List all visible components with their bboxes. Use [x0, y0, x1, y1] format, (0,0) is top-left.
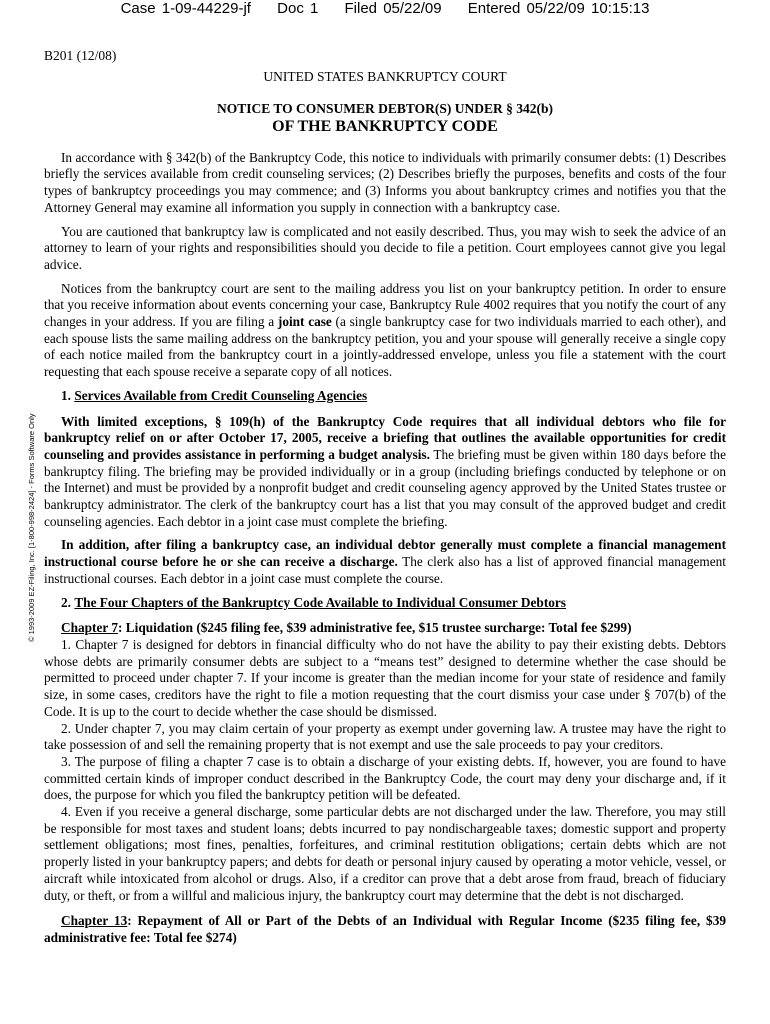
chapter-7-item-2: 2. Under chapter 7, you may claim certain of your property as exempt under governing law. A trustee may have the right to take possession of and sell the remaining property that is not exempt and use the sale proceeds to pay your creditors. [44, 720, 726, 753]
doc-number: Doc 1 [277, 0, 319, 17]
court-name: UNITED STATES BANKRUPTCY COURT [263, 69, 507, 84]
section-1-title: Services Available from Credit Counseling Agencies [74, 387, 368, 403]
section-1-p1-rest: The briefing must be given within 180 days before the bankruptcy filing. The briefing may be provided individually or in a group (including briefings conducted by telephone or on the Internet) and must be provided by a nonprofit budget and credit counseling agency approved by the United States trustee or bankruptcy administrator. The clerk of the bankruptcy court has a list that you may consult of the approved budget and credit counseling agencies. Each debtor in a joint case must complete the briefing. [44, 446, 726, 529]
section-1-p1-bold: With limited exceptions, § 109(h) of the Bankruptcy Code requires that all individual debtors who file for bankruptcy relief on or after October 17, 2005, receive a briefing that outlines the available opportunities for credit counseling and provides assistance in performing a budget analysis. [44, 413, 726, 462]
intro-p3-start: Notices from the bankruptcy court are sent to the mailing address you list on your bankruptcy petition. In order to ensure that you receive information about events concerning your case, Bankruptcy Rule 4002 requires that you notify the court of any changes in your address. If you are filing a [44, 280, 726, 330]
chapter-7-heading [61, 620, 726, 637]
side-copyright-text: © 1993-2009 EZ-Filing, Inc. [1-800-998-2424] - Forms Software Only [27, 413, 36, 642]
notice-title-line2: OF THE BANKRUPTCY CODE [272, 117, 498, 135]
filed-date: Filed 05/22/09 [344, 0, 442, 17]
chapter-7-item-1: 1. Chapter 7 is designed for debtors in financial difficulty who do not have the ability to pay their existing debts. Debtors whose debts are primarily consumer debts are subject to a “means test” designed to determine whether the case should be permitted to proceed under chapter 7. If your income is greater than the median income for your state of residence and family size, in some cases, creditors have the right to file a motion requesting that the court dismiss your case under § 707(b) of the Code. It is up to the court to decide whether the case should be dismissed. [44, 636, 726, 719]
chapter-7-item-4: 4. Even if you receive a general discharge, some particular debts are not discharged under the law. Therefore, you may still be responsible for most taxes and student loans; debts incurred to pay nondischargeable taxes; domestic support and property settlement obligations; most fines, penalties, forfeitures, and criminal restitution obligations; certain debts which are not properly listed in your bankruptcy papers; and debts for death or personal injury caused by operating a motor vehicle, vessel, or aircraft while intoxicated from alcohol or drugs. Also, if a creditor can prove that a debt arose from fraud, breach of fiduciary duty, or theft, or from a willful and malicious injury, the bankruptcy court may determine that the debt is not discharged. [44, 804, 726, 903]
chapter-7-title: : Liquidation ($245 filing fee, $39 administrative fee, $15 trustee surcharge: Total fee $299) [118, 620, 632, 636]
chapter-7-label: Chapter 7 [61, 620, 119, 636]
case-number: Case 1-09-44229-jf [120, 0, 251, 17]
section-1-paragraph-2 [44, 537, 726, 587]
section-2-title: The Four Chapters of the Bankruptcy Code Available to Individual Consumer Debtors [74, 594, 566, 610]
entered-date: Entered 05/22/09 10:15:13 [467, 0, 650, 17]
form-id: B201 (12/08) [44, 48, 117, 63]
section-1-number: 1. [61, 387, 71, 403]
intro-paragraph-2: You are cautioned that bankruptcy law is complicated and not easily described. Thus, you may wish to seek the advice of an attorney to learn of your rights and responsibilities should you decide to file a petition. Court employees cannot give you legal advice. [44, 223, 726, 272]
chapter-13-label: Chapter 13 [61, 913, 128, 929]
section-1-paragraph-1 [44, 414, 726, 531]
document-body [44, 69, 726, 954]
intro-paragraph-1: In accordance with § 342(b) of the Bankruptcy Code, this notice to individuals with primarily consumer debts: (1) Describes briefly the services available from credit counseling services; (2) Describes briefly the purposes, benefits and costs of the four types of bankruptcy proceedings you may commence; and (3) Informs you about bankruptcy crimes and notifies you that the Attorney General may examine all information you supply in connection with a bankruptcy case. [44, 149, 726, 215]
section-2-heading [61, 595, 726, 612]
notice-title-line1: NOTICE TO CONSUMER DEBTOR(S) UNDER § 342(b) [216, 100, 554, 116]
section-2-number: 2. [61, 594, 71, 610]
intro-p3-end: (a single bankruptcy case for two individuals married to each other), and each spouse lists the same mailing address on the bankruptcy petition, you and your spouse will generally receive a single copy of each notice mailed from the bankruptcy court in a jointly-addressed envelope, unless you file a statement with the court requesting that each spouse receive a separate copy of all notices. [44, 314, 727, 380]
chapter-13-heading [44, 913, 726, 946]
section-1-p2-rest: The clerk also has a list of approved financial management instructional courses. Each debtor in a joint case must complete the course. [44, 554, 726, 586]
chapter-13-title: : Repayment of All or Part of the Debts of an Individual with Regular Income ($235 filing fee, $39 administrative fee: Total fee $274) [44, 913, 726, 945]
intro-paragraph-3 [44, 281, 726, 381]
case-header-stamp [0, 0, 770, 18]
chapter-7-item-3: 3. The purpose of filing a chapter 7 case is to obtain a discharge of your existing debts. If, however, you are found to have committed certain kinds of improper conduct described in the Bankruptcy Code, the court may deny your discharge and, if it does, the purpose for which you filed the bankruptcy petition will be defeated. [44, 753, 726, 803]
section-1-heading [61, 388, 726, 405]
section-1-p2-bold: In addition, after filing a bankruptcy case, an individual debtor generally must complete a financial management instructional course before he or she can receive a discharge. [44, 537, 726, 570]
joint-case-term: joint case [277, 314, 332, 330]
